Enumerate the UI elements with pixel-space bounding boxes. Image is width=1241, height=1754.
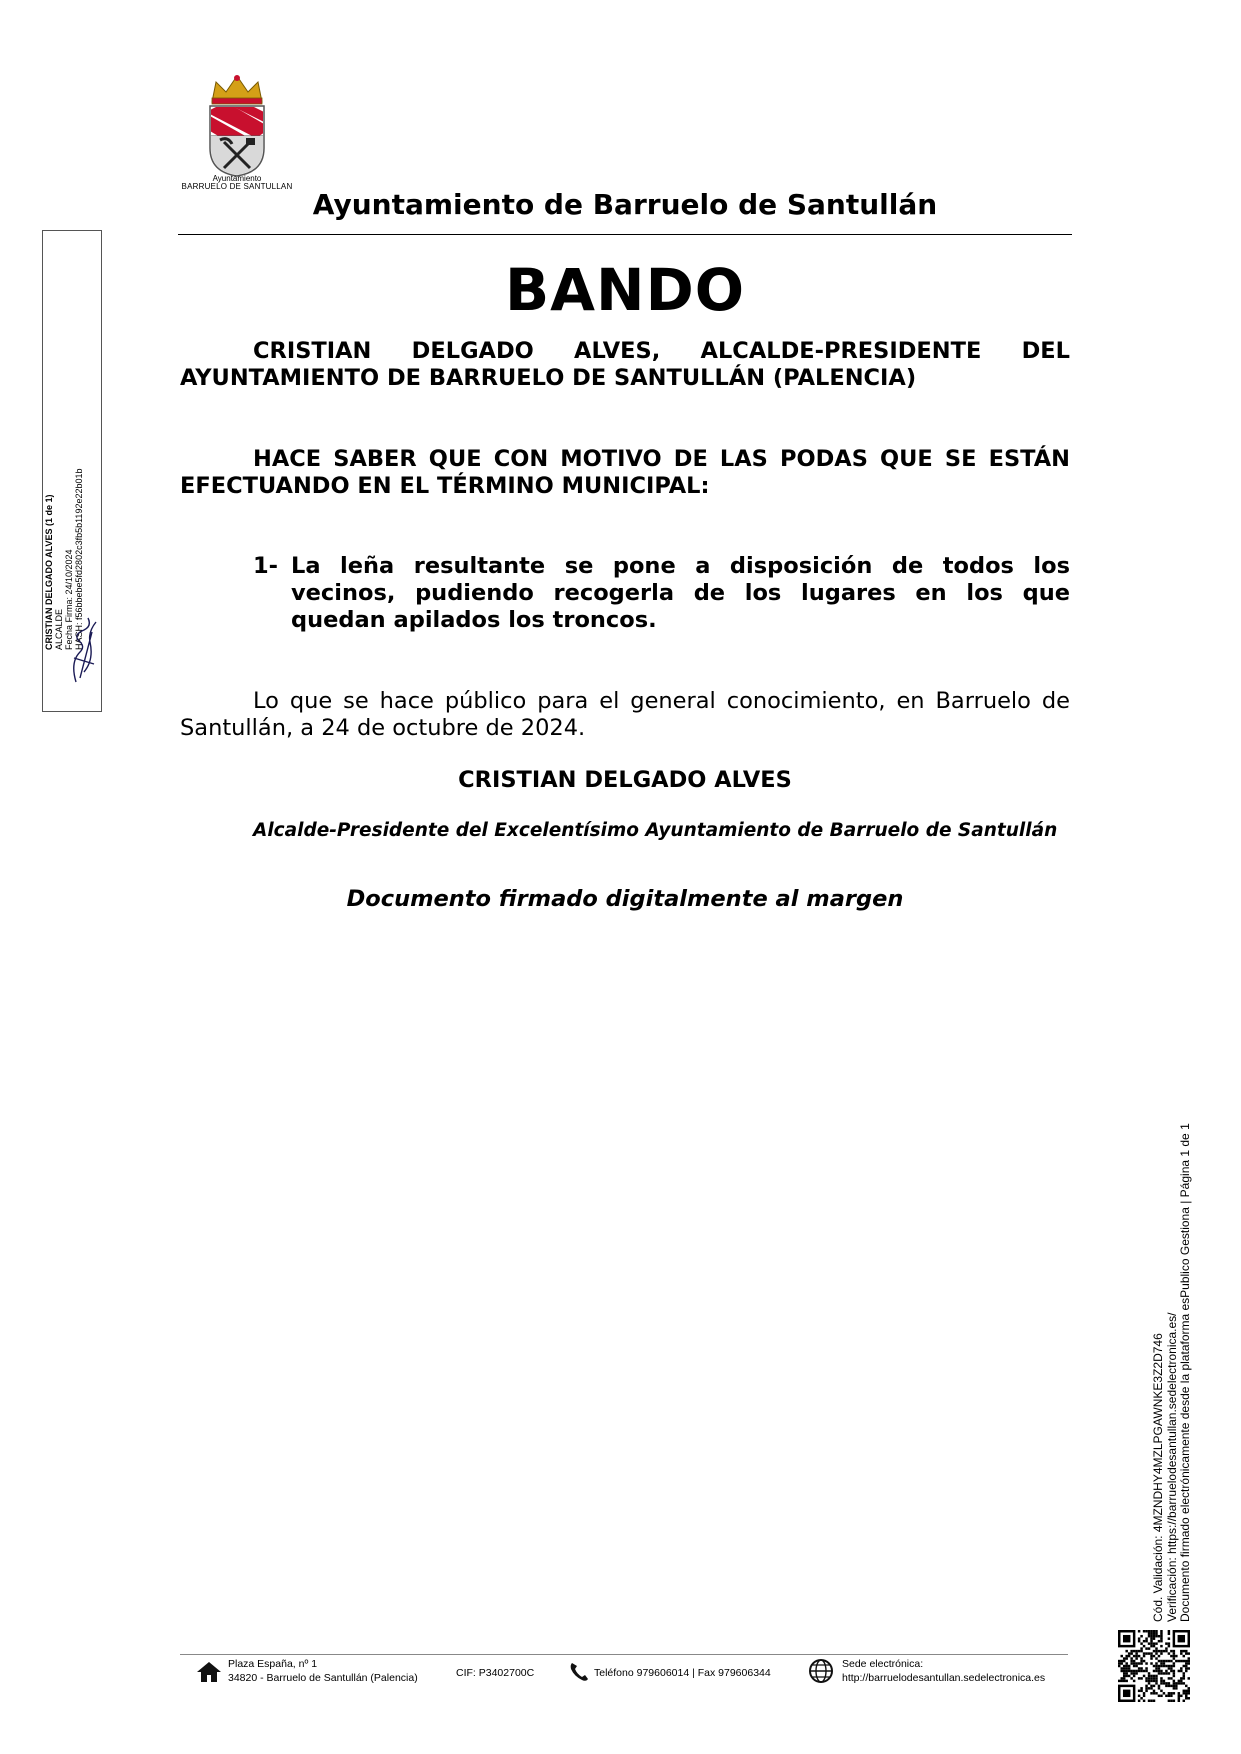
phone-icon	[568, 1661, 590, 1683]
home-icon	[196, 1660, 222, 1684]
logo-caption-ayuntamiento: Ayuntamiento	[212, 174, 262, 183]
footer-divider	[180, 1654, 1068, 1655]
footer-web-url[interactable]: http://barruelodesantullan.sedelectronica.es	[842, 1672, 1046, 1684]
verification-url[interactable]: Verificación: https://barruelodesantullan.sedelectronica.es/	[1164, 1312, 1179, 1622]
mayor-paragraph: CRISTIAN DELGADO ALVES, ALCALDE-PRESIDENTE DEL AYUNTAMIENTO DE BARRUELO DE SANTULLÁN (PALENCIA)	[180, 338, 1070, 391]
header-divider	[178, 234, 1072, 235]
validation-text	[1152, 1062, 1193, 1622]
document-title: BANDO	[504, 256, 746, 324]
stamp-hash: HASH: f56bbebe5fd2802c3fb5b1192e22b01b	[74, 468, 84, 650]
digital-signature-note: Documento firmado digitalmente al margen	[346, 886, 904, 912]
stamp-role: ALCALDE	[54, 608, 64, 650]
signatory-role: Alcalde-Presidente del Excelentísimo Ayuntamiento de Barruelo de Santullán	[253, 820, 1058, 841]
globe-icon	[808, 1658, 834, 1684]
validation-code: Cód. Validación: 4MZNDHY4MZLPGAWNKE3Z2D746	[1151, 1333, 1165, 1622]
list-item-text: La leña resultante se pone a disposición de todos los vecinos, pudiendo recogerla de los lugares en los que quedan apilados los troncos.	[291, 553, 1070, 633]
stamp-signer: CRISTIAN DELGADO ALVES (1 de 1)	[44, 494, 54, 650]
signatory-name: CRISTIAN DELGADO ALVES	[458, 767, 792, 793]
list-item-number: 1-	[253, 553, 278, 579]
public-notice-paragraph: Lo que se hace público para el general conocimiento, en Barruelo de Santullán, a 24 de octubre de 2024.	[180, 688, 1070, 741]
footer-address-line2: 34820 - Barruelo de Santullán (Palencia)	[228, 1672, 418, 1684]
organization-title: Ayuntamiento de Barruelo de Santullán	[312, 188, 938, 221]
footer-address-line1: Plaza España, nº 1	[228, 1658, 318, 1670]
qr-code	[1118, 1630, 1190, 1702]
footer-cif: CIF: P3402700C	[456, 1667, 535, 1679]
signature-stamp-text	[44, 230, 84, 650]
platform-note: Documento firmado electrónicamente desde la plataforma esPublico Gestiona | Página 1 de 1	[1178, 1123, 1192, 1622]
handwritten-signature	[66, 612, 102, 684]
logo-caption-municipality: BARRUELO DE SANTULLAN	[181, 182, 293, 191]
stamp-date: Fecha Firma: 24/10/2024	[64, 549, 74, 650]
announcement-paragraph: HACE SABER QUE CON MOTIVO DE LAS PODAS QUE SE ESTÁN EFECTUANDO EN EL TÉRMINO MUNICIPAL:	[180, 446, 1070, 499]
footer-web-label: Sede electrónica:	[842, 1658, 924, 1670]
footer-phone: Teléfono 979606014 | Fax 979606344	[594, 1667, 771, 1679]
